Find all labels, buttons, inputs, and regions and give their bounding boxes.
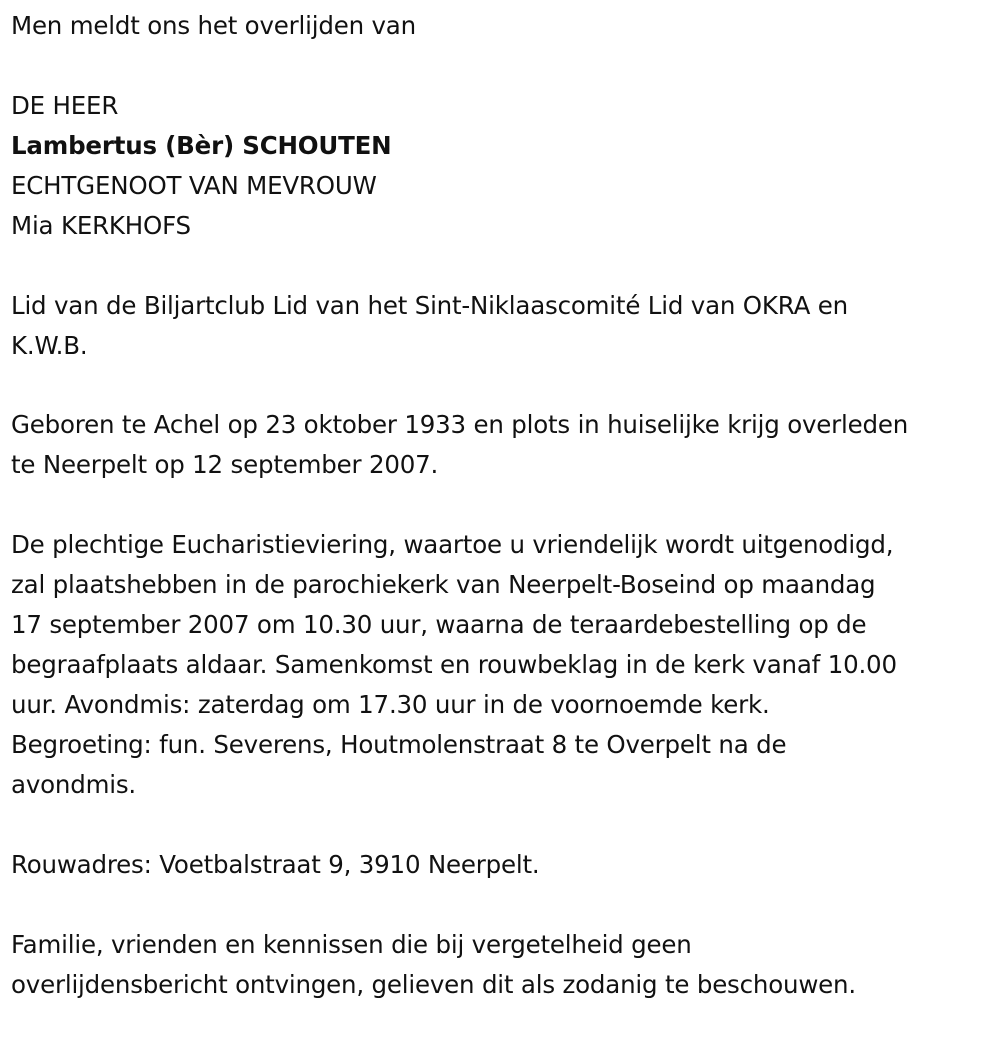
- spacer: [11, 485, 996, 525]
- name-block: [11, 86, 996, 246]
- paragraph-line: zal plaatshebben in de parochiekerk van Neerpelt-Boseind op maandag: [11, 570, 876, 599]
- relation-line: ECHTGENOOT VAN MEVROUW: [11, 171, 377, 200]
- spacer: [11, 885, 996, 925]
- ceremony-paragraph: [11, 525, 996, 805]
- paragraph-line: De plechtige Eucharistieviering, waartoe u vriendelijk wordt uitgenodigd,: [11, 530, 894, 559]
- paragraph-line: te Neerpelt op 12 september 2007.: [11, 450, 439, 479]
- paragraph-line: uur. Avondmis: zaterdag om 17.30 uur in de voornoemde kerk.: [11, 690, 770, 719]
- paragraph-line: Familie, vrienden en kennissen die bij vergetelheid geen: [11, 930, 692, 959]
- spacer: [11, 46, 996, 86]
- paragraph-line: Geboren te Achel op 23 oktober 1933 en plots in huiselijke krijg overleden: [11, 410, 909, 439]
- spacer: [11, 805, 996, 845]
- closing-paragraph: [11, 925, 996, 1005]
- mourning-address: Rouwadres: Voetbalstraat 9, 3910 Neerpelt.: [11, 850, 540, 879]
- spouse-name: Mia KERKHOFS: [11, 211, 191, 240]
- honorific: DE HEER: [11, 91, 119, 120]
- spacer: [11, 366, 996, 405]
- deceased-name: Lambertus (Bèr) SCHOUTEN: [11, 131, 392, 160]
- birth-death-paragraph: [11, 405, 996, 485]
- paragraph-line: overlijdensbericht ontvingen, gelieven dit als zodanig te beschouwen.: [11, 970, 856, 999]
- memberships-paragraph: [11, 286, 996, 366]
- paragraph-line: begraafplaats aldaar. Samenkomst en rouwbeklag in de kerk vanaf 10.00: [11, 650, 897, 679]
- paragraph-line: K.W.B.: [11, 331, 88, 360]
- paragraph-line: Begroeting: fun. Severens, Houtmolenstraat 8 te Overpelt na de: [11, 730, 787, 759]
- intro-line: Men meldt ons het overlijden van: [11, 11, 416, 40]
- obituary-notice: [11, 6, 996, 1005]
- paragraph-line: 17 september 2007 om 10.30 uur, waarna de teraardebestelling op de: [11, 610, 867, 639]
- paragraph-line: avondmis.: [11, 770, 137, 799]
- paragraph-line: Lid van de Biljartclub Lid van het Sint-Niklaascomité Lid van OKRA en: [11, 291, 848, 320]
- spacer: [11, 246, 996, 286]
